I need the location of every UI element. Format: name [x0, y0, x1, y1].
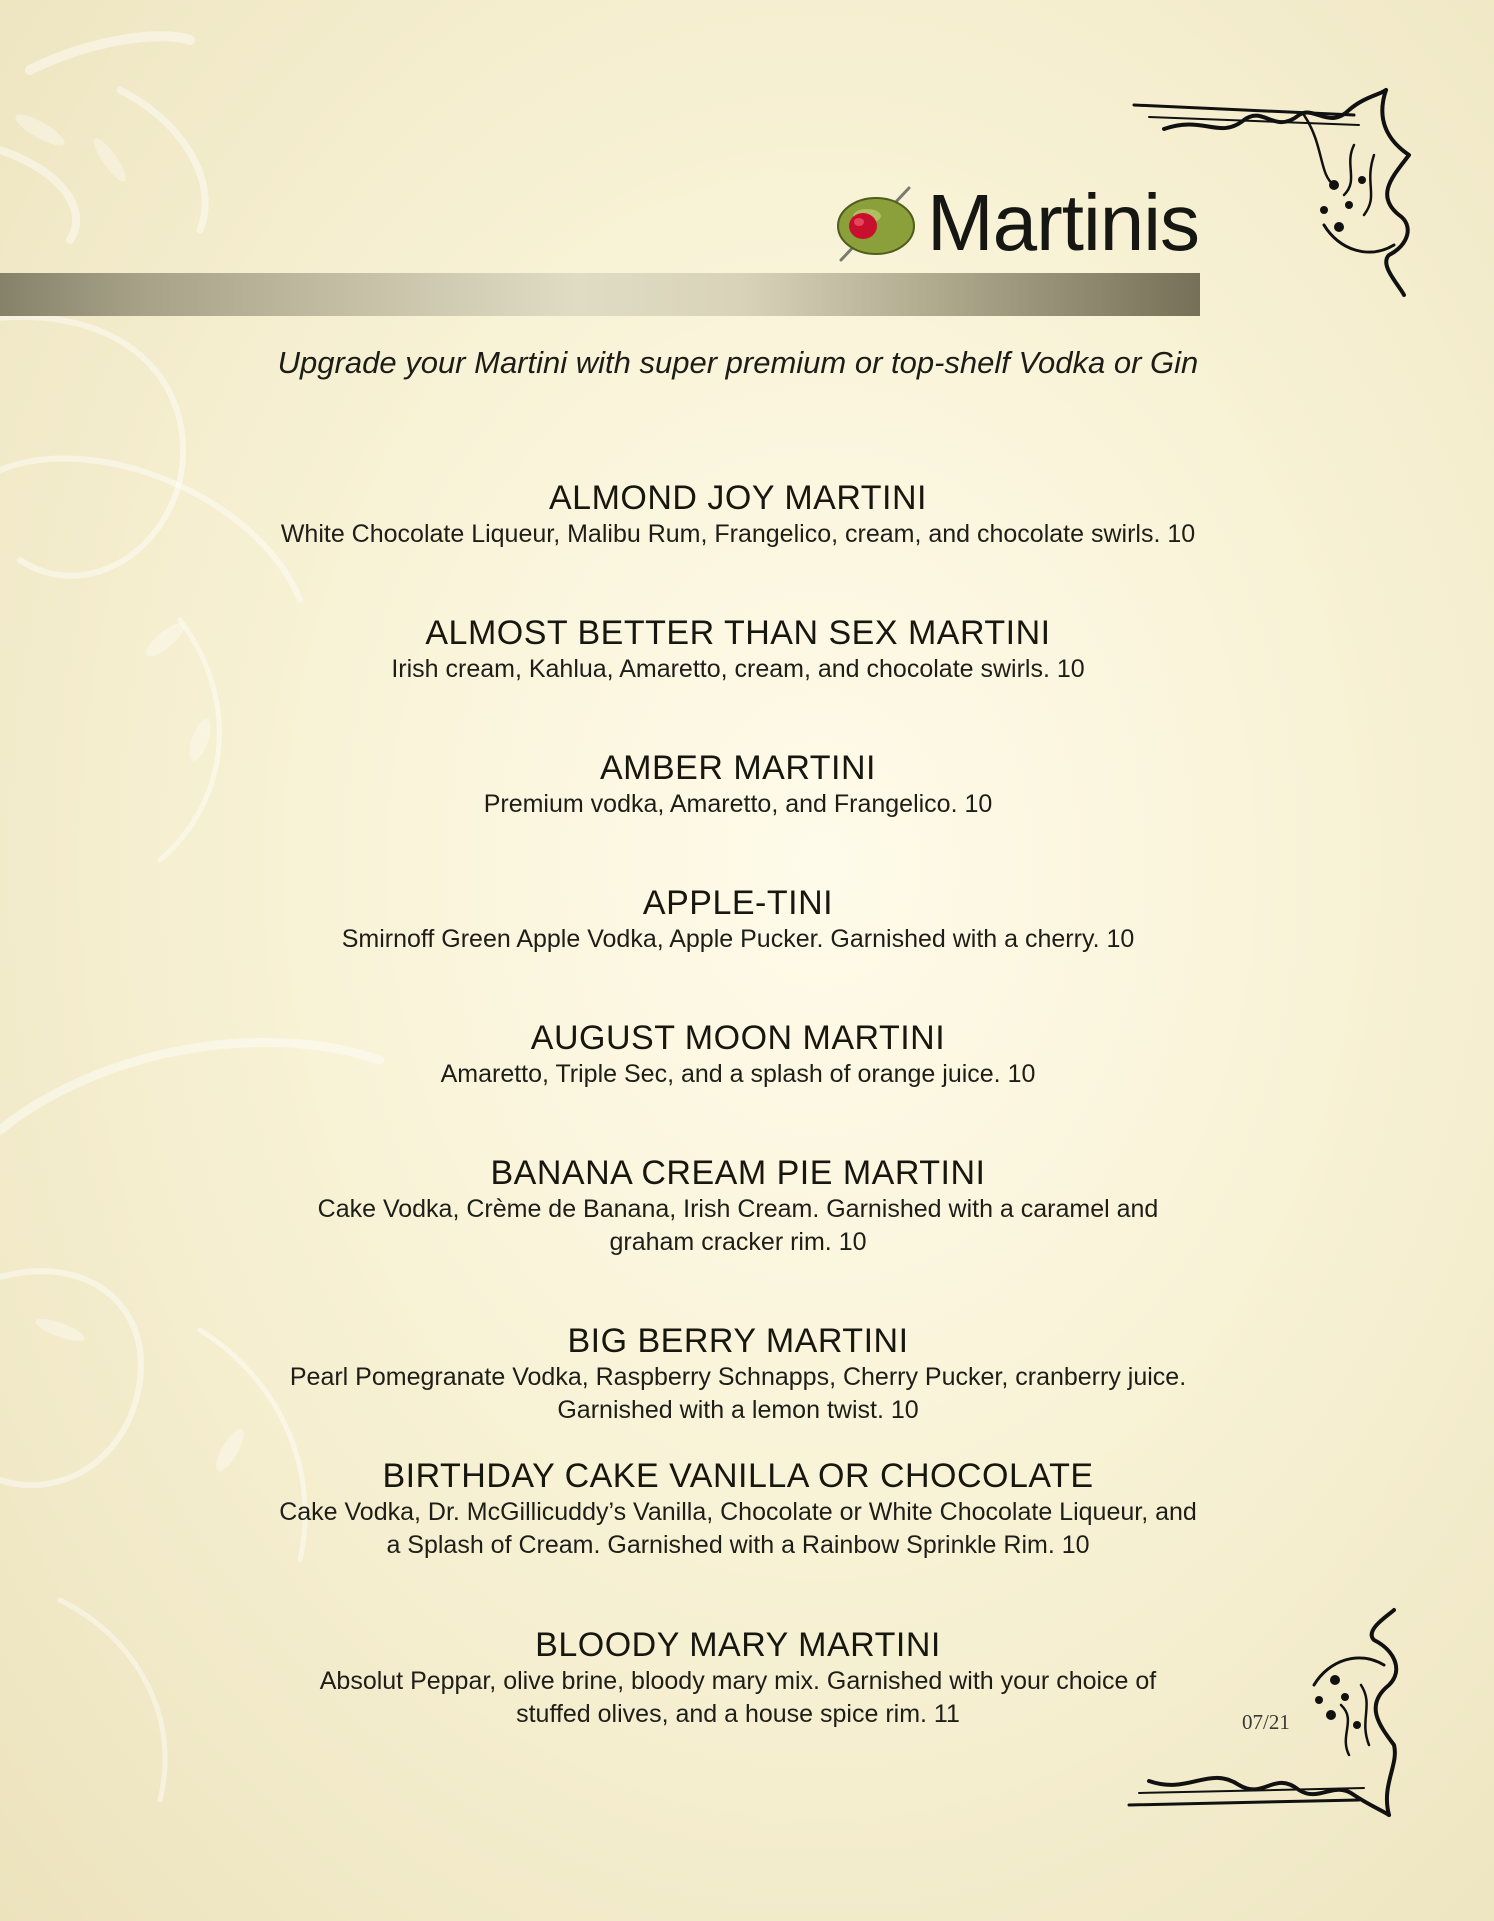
item-description: graham cracker rim. 10 — [609, 1228, 867, 1256]
menu-item — [238, 1153, 1238, 1259]
item-name: AUGUST MOON MARTINI — [530, 1019, 946, 1057]
page-title: Martinis — [926, 178, 1199, 267]
menu-item — [238, 1456, 1238, 1562]
title-block — [831, 180, 1199, 266]
item-name: ALMOST BETTER THAN SEX MARTINI — [425, 614, 1051, 652]
item-description: Pearl Pomegranate Vodka, Raspberry Schnapps, Cherry Pucker, cranberry juice. — [289, 1363, 1187, 1391]
item-description: Absolut Peppar, olive brine, bloody mary mix. Garnished with your choice of — [319, 1667, 1157, 1695]
item-name: BIRTHDAY CAKE VANILLA OR CHOCOLATE — [382, 1457, 1094, 1495]
item-name: BANANA CREAM PIE MARTINI — [490, 1154, 986, 1192]
item-description: Garnished with a lemon twist. 10 — [557, 1396, 919, 1424]
header-bar — [0, 273, 1200, 316]
item-description: stuffed olives, and a house spice rim. 11 — [516, 1700, 960, 1728]
menu-item — [238, 478, 1238, 551]
item-description: White Chocolate Liqueur, Malibu Rum, Frangelico, cream, and chocolate swirls. 10 — [280, 520, 1196, 548]
item-name: APPLE-TINI — [642, 884, 834, 922]
item-description: a Splash of Cream. Garnished with a Rainbow Sprinkle Rim. 10 — [386, 1531, 1090, 1559]
item-description: Cake Vodka, Dr. McGillicuddy’s Vanilla, Chocolate or White Chocolate Liqueur, and — [279, 1498, 1197, 1526]
item-description: Premium vodka, Amaretto, and Frangelico. 10 — [483, 790, 993, 818]
menu-item — [238, 1321, 1238, 1427]
olive-icon — [831, 180, 921, 266]
item-description: Cake Vodka, Crème de Banana, Irish Cream. Garnished with a caramel and — [317, 1195, 1159, 1223]
menu-item — [238, 1018, 1238, 1091]
menu-item — [238, 613, 1238, 686]
subtitle: Upgrade your Martini with super premium or top-shelf Vodka or Gin — [277, 345, 1199, 380]
item-description: Amaretto, Triple Sec, and a splash of orange juice. 10 — [440, 1060, 1036, 1088]
menu-item — [238, 883, 1238, 956]
item-name: BIG BERRY MARTINI — [567, 1322, 909, 1360]
item-description: Smirnoff Green Apple Vodka, Apple Pucker. Garnished with a cherry. 10 — [341, 925, 1135, 953]
menu-item — [238, 748, 1238, 821]
item-name: ALMOND JOY MARTINI — [548, 479, 928, 517]
item-description: Irish cream, Kahlua, Amaretto, cream, and chocolate swirls. 10 — [391, 655, 1085, 683]
menu-item — [238, 1625, 1238, 1731]
item-name: AMBER MARTINI — [599, 749, 876, 787]
date-code: 07/21 — [1242, 1710, 1290, 1734]
item-name: BLOODY MARY MARTINI — [535, 1626, 941, 1664]
